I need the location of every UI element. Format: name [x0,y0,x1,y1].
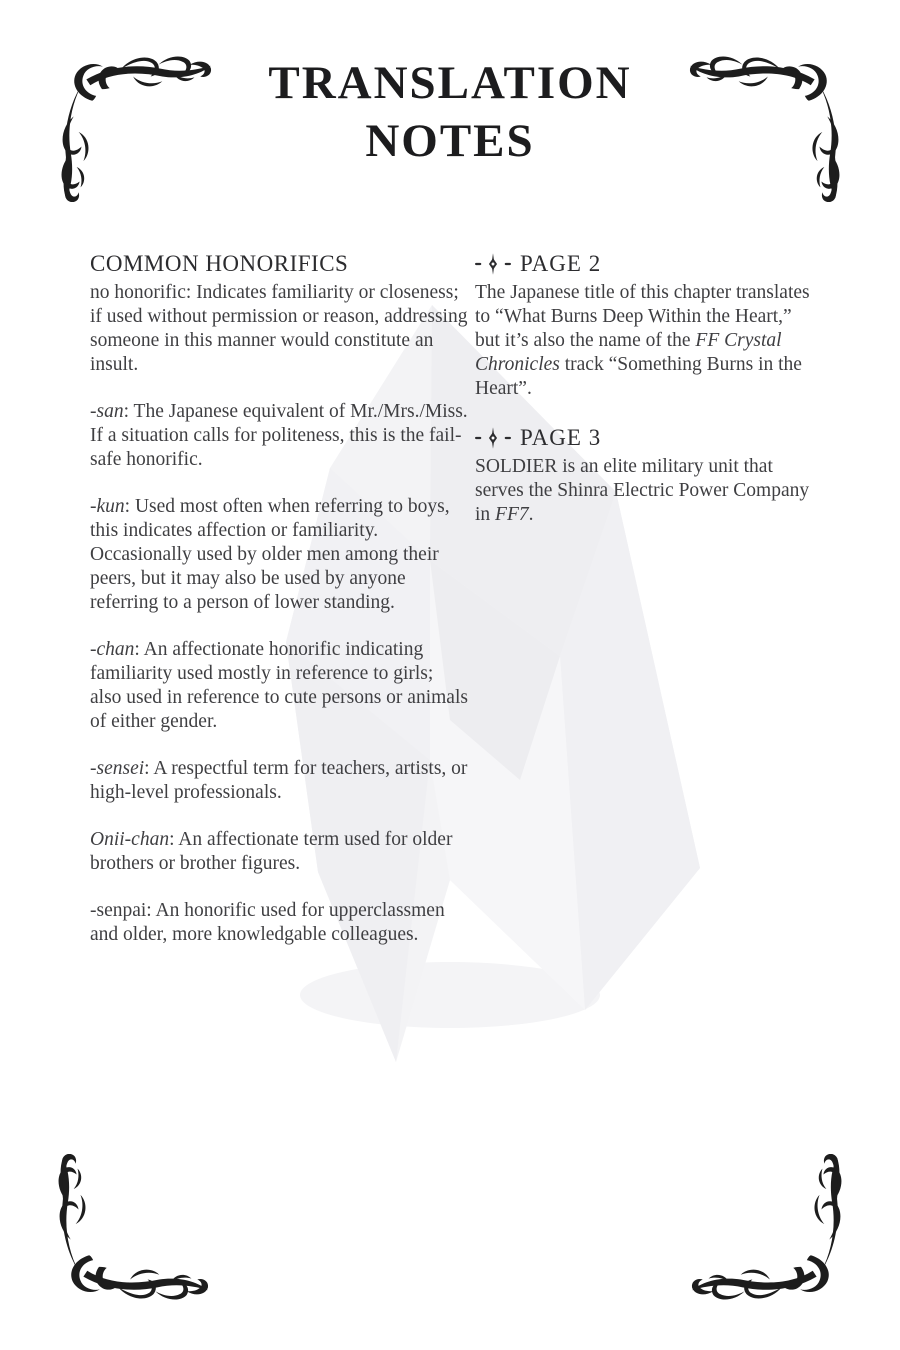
page-2-note [475,281,815,401]
honorific-term: Onii-chan [90,829,170,850]
honorific-term: -kun [90,496,125,517]
section-page-3 [475,424,815,527]
flourish-icon [687,1154,845,1300]
page-3-heading-label: PAGE 3 [520,425,602,450]
honorific-term: -san [90,401,124,422]
text-segment: : Used most often when referring to boys, this indicates affection or familiarity. Occasionally used by older men among their peers, but it may also be used by anyone referring to a person of lower standing. [90,496,450,613]
page-3-note [475,455,815,527]
paragraph-no-honorific [90,281,468,377]
honorific-term: -chan [90,639,135,660]
section-page-2 [475,250,815,401]
page-2-heading [475,250,815,278]
text-segment: track “Something Burns in the Heart”. [475,354,802,399]
text-segment: : A respectful term for teachers, artists, or high-level professionals. [90,758,468,803]
title-reference: FF7 [495,504,529,525]
paragraph-chan [90,638,468,734]
paragraph-san [90,400,468,472]
title-reference: FF Crystal Chronicles [475,330,782,375]
page-3-heading [475,424,815,452]
paragraph-senpai [90,899,468,947]
left-column [90,250,468,970]
flourish-icon [58,56,216,202]
corner-ornament-top-left [58,56,216,202]
honorific-term: -sensei [90,758,145,779]
paragraph-sensei [90,757,468,805]
common-honorifics-heading: COMMON HONORIFICS [90,251,349,276]
page-title-line-1: TRANSLATION [268,57,632,109]
right-column [475,250,815,550]
corner-ornament-bottom-left [55,1154,213,1300]
paragraph-kun [90,495,468,615]
text-segment: : An affectionate honorific indicating familiarity used mostly in reference to girls; also used in reference to cute persons or animals of either gender. [90,639,468,732]
page-2-heading-label: PAGE 2 [520,251,602,276]
corner-ornament-bottom-right [687,1154,845,1300]
text-segment: SOLDIER is an elite military unit that serves the Shinra Electric Power Company in [475,456,810,525]
page-title-line-2: NOTES [365,115,535,167]
corner-ornament-top-right [685,56,843,202]
flourish-icon [685,56,843,202]
compass-diamond-icon [475,253,511,275]
flourish-icon [55,1154,213,1300]
text-segment: no honorific: Indicates familiarity or closeness; if used without permission or reason, addressing someone in this manner would constitute an insult. [90,282,468,375]
paragraph-onii-chan [90,828,468,876]
text-segment: : An affectionate term used for older brothers or brother figures. [90,829,453,874]
compass-diamond-icon [475,427,511,449]
text-segment: The Japanese title of this chapter translates to “What Burns Deep Within the Heart,” but it’s also the name of the [475,282,810,351]
text-segment: . [528,504,534,525]
text-segment: -senpai: An honorific used for upperclassmen and older, more knowledgable colleagues. [90,900,445,945]
text-segment: : The Japanese equivalent of Mr./Mrs./​Miss. If a situation calls for politeness, this is the fail-safe honorific. [90,401,468,470]
